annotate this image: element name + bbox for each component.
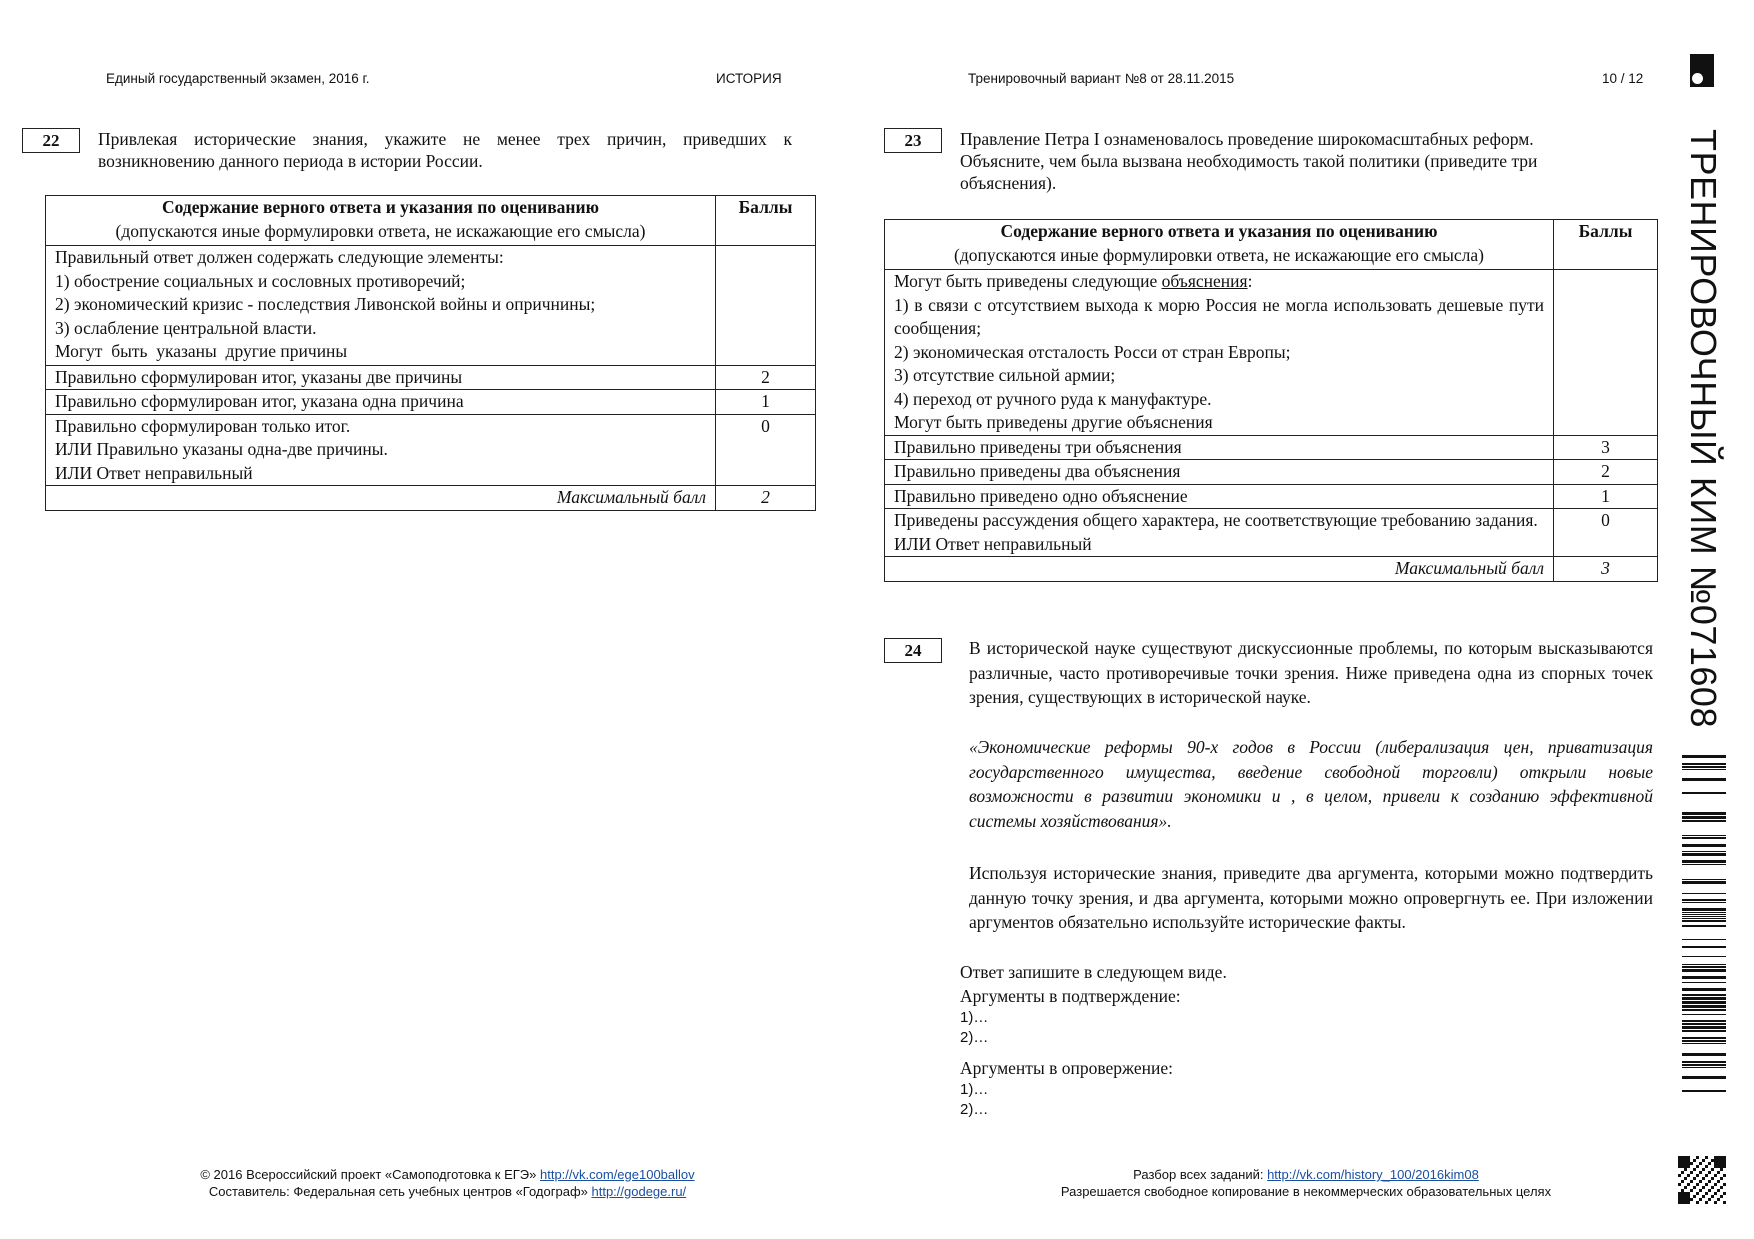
qr-module	[1696, 1165, 1699, 1168]
header-points: Баллы	[716, 196, 816, 246]
header-variant: Тренировочный вариант №8 от 28.11.2015	[968, 71, 1235, 86]
qr-module	[1708, 1189, 1711, 1192]
barcode-bar	[1682, 1064, 1726, 1066]
refute-argument-2: 2)…	[960, 1101, 989, 1118]
qr-module	[1717, 1171, 1720, 1174]
qr-module	[1690, 1180, 1693, 1183]
qr-module	[1708, 1171, 1711, 1174]
qr-module	[1690, 1189, 1693, 1192]
qr-module	[1720, 1165, 1723, 1168]
qr-module	[1678, 1156, 1681, 1159]
content-line: Могут быть приведены другие объяснения	[894, 412, 1213, 432]
question-23-text: Правление Петра I ознаменовалось проведение широкомасштабных реформ. Объясните, чем была вызвана необходимость такой политики (приведите три объяснения).	[960, 129, 1538, 193]
content-line: Могут быть указаны другие причины	[55, 341, 348, 361]
barcode-bar	[1682, 918, 1726, 919]
barcode-bar	[1682, 1067, 1726, 1068]
barcode-bar	[1682, 755, 1726, 758]
content-line: Могут быть приведены следующие объяснения:	[894, 271, 1253, 291]
qr-module	[1681, 1192, 1684, 1195]
barcode-bar	[1682, 1030, 1726, 1032]
qr-module	[1699, 1198, 1702, 1201]
barcode-bar	[1682, 1014, 1726, 1015]
qr-module	[1684, 1168, 1687, 1171]
criterion: Правильно приведено одно объяснение	[885, 484, 1554, 509]
barcode-bar	[1682, 766, 1726, 768]
points: 0	[1554, 509, 1658, 557]
table-row	[885, 509, 1658, 557]
barcode-bar	[1682, 997, 1726, 1000]
qr-module	[1690, 1198, 1693, 1201]
qr-module	[1681, 1195, 1684, 1198]
qr-module	[1678, 1192, 1681, 1195]
qr-module	[1684, 1198, 1687, 1201]
refute-argument-1: 1)…	[960, 1081, 989, 1098]
side-label: ТРЕНИРОВОЧНЫЙ КИМ №071608	[1683, 129, 1724, 728]
points: 0	[716, 414, 816, 486]
qr-module	[1723, 1201, 1726, 1204]
header-subject: ИСТОРИЯ	[716, 71, 782, 86]
barcode-bar	[1682, 1009, 1726, 1011]
qr-module	[1690, 1171, 1693, 1174]
points: 2	[716, 365, 816, 390]
qr-module	[1723, 1174, 1726, 1177]
barcode-bar	[1682, 837, 1726, 839]
qr-module	[1714, 1165, 1717, 1168]
question-24-task: Используя исторические знания, приведите два аргумента, которыми можно подтвердить данную точку зрения, и два аргумента, которыми можно опровергнуть ее. При изложении аргументов обязательно используйте исторические факты.	[969, 863, 1653, 933]
qr-module	[1684, 1192, 1687, 1195]
barcode-bar	[1682, 912, 1726, 913]
qr-module	[1711, 1159, 1714, 1162]
grading-table-22	[45, 195, 816, 511]
question-number-22: 22	[22, 128, 80, 153]
max-score-label: Максимальный балл	[46, 486, 716, 511]
max-score-label: Максимальный балл	[885, 557, 1554, 582]
barcode-bar	[1682, 778, 1726, 781]
barcode-bar	[1682, 860, 1726, 863]
qr-module	[1678, 1162, 1681, 1165]
qr-module	[1687, 1183, 1690, 1186]
qr-module	[1699, 1162, 1702, 1165]
qr-module	[1684, 1186, 1687, 1189]
qr-module	[1705, 1192, 1708, 1195]
qr-module	[1687, 1159, 1690, 1162]
qr-module	[1702, 1195, 1705, 1198]
barcode-bar	[1682, 1061, 1726, 1063]
qr-module	[1723, 1165, 1726, 1168]
qr-module	[1684, 1195, 1687, 1198]
max-score-value: 3	[1554, 557, 1658, 582]
qr-module	[1678, 1195, 1681, 1198]
table-row	[885, 270, 1658, 436]
barcode-bar	[1682, 1076, 1726, 1079]
qr-module	[1684, 1156, 1687, 1159]
qr-module	[1723, 1192, 1726, 1195]
barcode-bar	[1682, 969, 1726, 972]
barcode-bar	[1682, 881, 1726, 884]
qr-module	[1714, 1156, 1717, 1159]
qr-module	[1687, 1156, 1690, 1159]
qr-module	[1696, 1192, 1699, 1195]
qr-module	[1681, 1189, 1684, 1192]
qr-module	[1723, 1159, 1726, 1162]
qr-module	[1699, 1171, 1702, 1174]
barcode-bar	[1682, 914, 1726, 915]
qr-module	[1717, 1189, 1720, 1192]
qr-module	[1687, 1162, 1690, 1165]
qr-module	[1717, 1159, 1720, 1162]
qr-module	[1705, 1165, 1708, 1168]
barcode-bar	[1682, 812, 1726, 815]
answer-form-instruction: Ответ запишите в следующем виде.	[960, 962, 1227, 982]
barcode-bar	[1682, 1043, 1726, 1044]
criterion: Правильно приведены три объяснения	[885, 435, 1554, 460]
qr-module	[1678, 1165, 1681, 1168]
barcode-bar	[1682, 763, 1726, 765]
barcode-bar	[1682, 835, 1726, 836]
qr-module	[1705, 1156, 1708, 1159]
qr-module	[1711, 1168, 1714, 1171]
table-row	[46, 390, 816, 415]
qr-module	[1681, 1201, 1684, 1204]
content-line: 1) обострение социальных и сословных противоречий;	[55, 270, 466, 291]
qr-module	[1684, 1159, 1687, 1162]
criterion: Правильно сформулирован только итог. ИЛИ Правильно указаны одна-две причины. ИЛИ Ответ неправильный	[46, 414, 716, 486]
confirm-argument-1: 1)…	[960, 1009, 989, 1026]
barcode-bar	[1682, 902, 1726, 903]
table-row	[885, 460, 1658, 485]
header-page-number: 10 / 12	[1602, 71, 1644, 86]
barcode-bar	[1682, 964, 1726, 965]
content-line: 3) ослабление центральной власти.	[55, 317, 317, 338]
content-line: 2) экономический кризис - последствия Ливонской войны и опричнины;	[55, 294, 596, 314]
qr-module	[1708, 1198, 1711, 1201]
header-points: Баллы	[1554, 220, 1658, 270]
qr-module	[1702, 1177, 1705, 1180]
confirm-arguments-label: Аргументы в подтверждение:	[960, 986, 1181, 1006]
criterion: Правильно приведены два объяснения	[885, 460, 1554, 485]
points: 3	[1554, 435, 1658, 460]
qr-module	[1699, 1180, 1702, 1183]
barcode-bar	[1682, 908, 1726, 911]
qr-module	[1714, 1174, 1717, 1177]
godege-link[interactable]: http://godege.ru/	[591, 1184, 687, 1199]
barcode-bar	[1682, 1001, 1726, 1004]
qr-module	[1705, 1174, 1708, 1177]
qr-module	[1708, 1162, 1711, 1165]
question-22-text: Привлекая исторические знания, укажите не менее трех причин, приведших к возникновению данного периода в истории России.	[98, 129, 792, 171]
barcode-bar	[1682, 893, 1726, 894]
question-number-24: 24	[884, 638, 942, 663]
max-score-row	[885, 557, 1658, 582]
qr-module	[1720, 1177, 1723, 1180]
qr-module	[1678, 1159, 1681, 1162]
qr-module	[1717, 1165, 1720, 1168]
qr-module	[1711, 1195, 1714, 1198]
barcode-bar	[1682, 1053, 1726, 1056]
barcode-bar	[1682, 816, 1726, 819]
qr-module	[1678, 1174, 1681, 1177]
barcode-bar	[1682, 1040, 1726, 1042]
qr-module	[1723, 1156, 1726, 1159]
question-24-quote: «Экономические реформы 90-х годов в России (либерализация цен, приватизация государственного имущества, введение свободной торговли) открыли новые возможности в развитии экономики и , в целом, привели к созданию эффективной системы хозяйствования».	[969, 737, 1653, 831]
qr-module	[1720, 1156, 1723, 1159]
table-row	[46, 414, 816, 486]
qr-module	[1684, 1162, 1687, 1165]
footer-right: Разбор всех заданий: http://vk.com/history_100/2016kim08 Разрешается свободное копирование в некоммерческих образовательных целях	[1060, 1167, 1552, 1199]
barcode-bar	[1682, 879, 1726, 880]
qr-module	[1702, 1159, 1705, 1162]
qr-module	[1684, 1177, 1687, 1180]
barcode-bar	[1682, 988, 1726, 991]
barcode-bar	[1682, 939, 1726, 940]
corner-marker-icon	[1690, 54, 1714, 87]
qr-module	[1693, 1177, 1696, 1180]
qr-module	[1681, 1162, 1684, 1165]
barcode-bar	[1682, 1020, 1726, 1022]
barcode-bar	[1682, 966, 1726, 968]
qr-module	[1678, 1198, 1681, 1201]
barcode-bar	[1682, 1090, 1726, 1092]
qr-module	[1720, 1168, 1723, 1171]
qr-module	[1711, 1186, 1714, 1189]
qr-code-icon	[1678, 1156, 1726, 1204]
qr-module	[1717, 1156, 1720, 1159]
criterion: Правильно сформулирован итог, указаны две причины	[46, 365, 716, 390]
qr-module	[1720, 1159, 1723, 1162]
header-content: Содержание верного ответа и указания по оцениванию (допускаются иные формулировки ответа, не искажающие его смысла)	[46, 196, 716, 246]
barcode-bar	[1682, 1023, 1726, 1025]
barcode-bar	[1682, 920, 1726, 922]
header-exam: Единый государственный экзамен, 2016 г.	[106, 71, 370, 86]
table-row	[46, 365, 816, 390]
qr-module	[1681, 1159, 1684, 1162]
barcode-bar	[1682, 864, 1726, 865]
qr-module	[1693, 1195, 1696, 1198]
vk-history-link[interactable]: http://vk.com/history_100/2016kim08	[1267, 1167, 1479, 1182]
barcode-bar	[1682, 916, 1726, 917]
content-line: Правильный ответ должен содержать следующие элементы:	[55, 247, 504, 267]
qr-module	[1696, 1174, 1699, 1177]
question-24-intro: В исторической науке существуют дискуссионные проблемы, по которым высказываются различные, часто противоречивые точки зрения. Ниже приведена одна из спорных точек зрения, существующих в исторической науке.	[969, 638, 1653, 708]
barcode-bar	[1682, 925, 1726, 927]
criterion: Приведены рассуждения общего характера, не соответствующие требованию задания. ИЛИ Ответ неправильный	[885, 509, 1554, 557]
qr-module	[1711, 1177, 1714, 1180]
qr-module	[1696, 1156, 1699, 1159]
qr-module	[1699, 1189, 1702, 1192]
qr-module	[1723, 1162, 1726, 1165]
barcode-icon	[1682, 752, 1726, 1102]
table-header-row	[885, 220, 1658, 270]
qr-module	[1681, 1198, 1684, 1201]
table-row	[885, 484, 1658, 509]
barcode-bar	[1682, 982, 1726, 983]
qr-module	[1702, 1186, 1705, 1189]
barcode-bar	[1682, 844, 1726, 847]
barcode-bar	[1682, 1026, 1726, 1029]
qr-module	[1678, 1201, 1681, 1204]
table-header-row	[46, 196, 816, 246]
qr-module	[1714, 1159, 1717, 1162]
barcode-bar	[1682, 851, 1726, 852]
qr-module	[1687, 1198, 1690, 1201]
barcode-bar	[1682, 1005, 1726, 1008]
qr-module	[1708, 1180, 1711, 1183]
qr-module	[1690, 1162, 1693, 1165]
qr-module	[1681, 1165, 1684, 1168]
barcode-bar	[1682, 899, 1726, 901]
qr-module	[1720, 1186, 1723, 1189]
qr-module	[1714, 1183, 1717, 1186]
content-line: 1) в связи с отсутствием выхода к морю Россия не могла использовать дешевые пути сообщения;	[894, 294, 1544, 338]
qr-module	[1702, 1168, 1705, 1171]
points: 2	[1554, 460, 1658, 485]
points: 1	[1554, 484, 1658, 509]
qr-module	[1696, 1183, 1699, 1186]
qr-module	[1681, 1171, 1684, 1174]
max-score-value: 2	[716, 486, 816, 511]
qr-module	[1717, 1162, 1720, 1165]
content-line: 2) экономическая отсталость Росси от стран Европы;	[894, 341, 1291, 362]
qr-module	[1714, 1201, 1717, 1204]
qr-module	[1714, 1162, 1717, 1165]
barcode-bar	[1682, 769, 1726, 770]
barcode-bar	[1682, 1037, 1726, 1039]
qr-module	[1717, 1198, 1720, 1201]
qr-module	[1681, 1156, 1684, 1159]
barcode-bar	[1682, 820, 1726, 822]
barcode-bar	[1682, 994, 1726, 996]
max-score-row	[46, 486, 816, 511]
refute-arguments-label: Аргументы в опровержение:	[960, 1058, 1173, 1078]
footer-left: © 2016 Всероссийский проект «Самоподготовка к ЕГЭ» http://vk.com/ege100ballov Составитель: Федеральная сеть учебных центров «Годограф» http://godege.ru/	[200, 1167, 695, 1199]
qr-module	[1705, 1201, 1708, 1204]
question-number-23: 23	[884, 128, 942, 153]
qr-module	[1687, 1174, 1690, 1177]
qr-module	[1693, 1186, 1696, 1189]
barcode-bar	[1682, 976, 1726, 979]
barcode-bar	[1682, 853, 1726, 856]
grading-table-23	[884, 219, 1658, 582]
confirm-argument-2: 2)…	[960, 1029, 989, 1046]
qr-module	[1687, 1195, 1690, 1198]
barcode-bar	[1682, 956, 1726, 957]
points: 1	[716, 390, 816, 415]
qr-module	[1687, 1201, 1690, 1204]
qr-module	[1684, 1201, 1687, 1204]
content-line: 4) переход от ручного руда к мануфактуре.	[894, 388, 1212, 409]
header-content: Содержание верного ответа и указания по оцениванию (допускаются иные формулировки ответа, не искажающие его смысла)	[885, 220, 1554, 270]
barcode-bar	[1682, 946, 1726, 948]
qr-module	[1678, 1183, 1681, 1186]
criterion: Правильно сформулирован итог, указана одна причина	[46, 390, 716, 415]
qr-module	[1681, 1180, 1684, 1183]
vk-ege-link[interactable]: http://vk.com/ege100ballov	[540, 1167, 695, 1182]
barcode-bar	[1682, 792, 1726, 794]
table-row	[46, 246, 816, 366]
qr-module	[1720, 1195, 1723, 1198]
content-line: 3) отсутствие сильной армии;	[894, 365, 1116, 385]
qr-module	[1696, 1201, 1699, 1204]
qr-module	[1723, 1183, 1726, 1186]
qr-module	[1687, 1165, 1690, 1168]
qr-module	[1717, 1180, 1720, 1183]
qr-module	[1705, 1183, 1708, 1186]
qr-module	[1684, 1165, 1687, 1168]
qr-module	[1687, 1192, 1690, 1195]
table-row	[885, 435, 1658, 460]
qr-module	[1693, 1159, 1696, 1162]
qr-module	[1720, 1162, 1723, 1165]
qr-module	[1714, 1192, 1717, 1195]
qr-module	[1693, 1168, 1696, 1171]
